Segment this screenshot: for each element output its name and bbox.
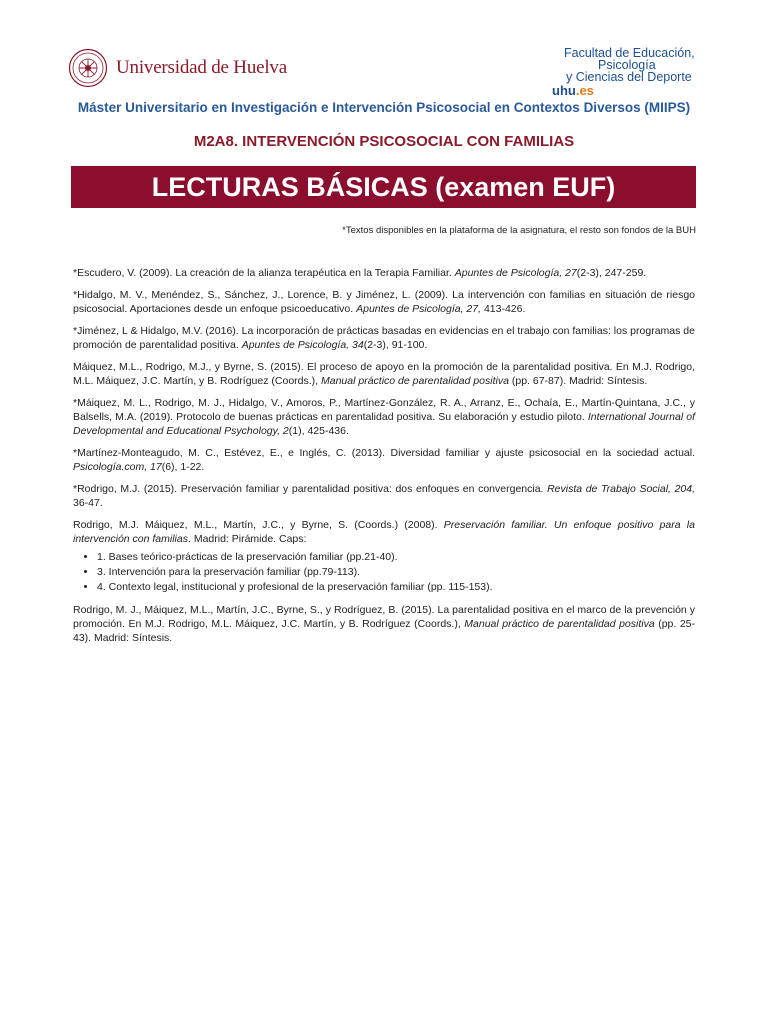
reference-item: *Martínez-Monteagudo, M. C., Estévez, E., e Inglés, C. (2013). Diversidad familiar y ajuste psicosocial en la sociedad actual. Psicología.com, 17(6), 1-22. [73,447,695,473]
reference-item: Máiquez, M.L., Rodrigo, M.J., y Byrne, S. (2015). El proceso de apoyo en la promoción de la parentalidad positiva. En M.J. Rodrigo, M.L. Máiquez, J.C. Martín, y B. Rodríguez (Coords.), Manual práctico de parentalidad positiva (pp. 67-87). Madrid: Síntesis. [73,361,695,387]
chapter-item: • 3. Intervención para la preservación familiar (pp.79-113). [97,565,695,580]
faculty-logo [552,47,712,98]
section-banner: LECTURAS BÁSICAS (examen EUF) [71,166,696,208]
chapter-list [73,550,695,595]
reference-item: *Hidalgo, M. V., Menéndez, S., Sánchez, J., Lorence, B. y Jiménez, L. (2009). La intervención con familias en situación de riesgo psicosocial. Aportaciones desde un enfoque psicoeducativo. Apuntes de Psicología, 27, 413-426. [73,289,695,315]
faculty-line-3: y Ciencias del Deporte [566,70,692,84]
reference-item: Rodrigo, M. J., Máiquez, M.L., Martín, J.C., Byrne, S., y Rodríguez, B. (2015). La parentalidad positiva en el marco de la prevención y promoción. En M.J. Rodrigo, M.L. Máiquez, J.C. Martín, y B. Rodríguez (Coords.), Manual práctico de parentalidad positiva (pp. 25-43). Madrid: Síntesis. [73,604,695,644]
reference-item: *Escudero, V. (2009). La creación de la alianza terapéutica en la Terapia Familiar. Apuntes de Psicología, 27(2-3), 247-259. [73,267,647,279]
master-title: Máster Universitario en Investigación e Intervención Psicosocial en Contextos Diversos (MIIPS) [77,100,691,115]
university-name: Universidad de Huelva [116,57,287,78]
university-seal-icon [68,48,108,88]
faculty-brand-prefix: uhu [552,83,576,98]
faculty-line-2: Psicología [598,58,656,72]
faculty-brand-suffix: .es [575,83,594,98]
reference-list [73,266,695,653]
page-header [0,0,768,98]
reference-item: Rodrigo, M.J. Máiquez, M.L., Martín, J.C., y Byrne, S. (Coords.) (2008). Preservación familiar. Un enfoque positivo para la intervención con familias. Madrid: Pirámide. Caps: [73,519,695,545]
module-title: M2A8. INTERVENCIÓN PSICOSOCIAL CON FAMILIAS [193,133,575,150]
university-logo [68,48,287,88]
reference-item: *Rodrigo, M.J. (2015). Preservación familiar y parentalidad positiva: dos enfoques en convergencia. Revista de Trabajo Social, 204, 36-47. [73,483,696,509]
reference-item: *Jiménez, L & Hidalgo, M.V. (2016). La incorporación de prácticas basadas en evidencias en el trabajo con familias: los programas de promoción de parentalidad positiva. Apuntes de Psicología, 34(2-3), 91-100. [73,325,695,351]
chapter-item: • 4. Contexto legal, institucional y profesional de la preservación familiar (pp. 115-153). [97,580,695,595]
availability-note: *Textos disponibles en la plataforma de la asignatura, el resto son fondos de la BUH [342,225,696,236]
faculty-line-1: Facultad de Educación, [564,46,695,60]
faculty-brand [552,84,712,98]
reference-item: *Máiquez, M. L., Rodrigo, M. J., Hidalgo, V., Amoros, P., Martínez-González, R. A., Arranz, E., Ochaía, E., Martín-Quintana, J.C., y Balsells, M.A. (2019). Protocolo de buenas prácticas en parentalidad positiva. Su elaboración y estudio piloto. International Journal of Developmental and Educational Psychology, 2(1), 425-436. [73,397,695,437]
chapter-item: • 1. Bases teórico-prácticas de la preservación familiar (pp.21-40). [97,550,695,565]
